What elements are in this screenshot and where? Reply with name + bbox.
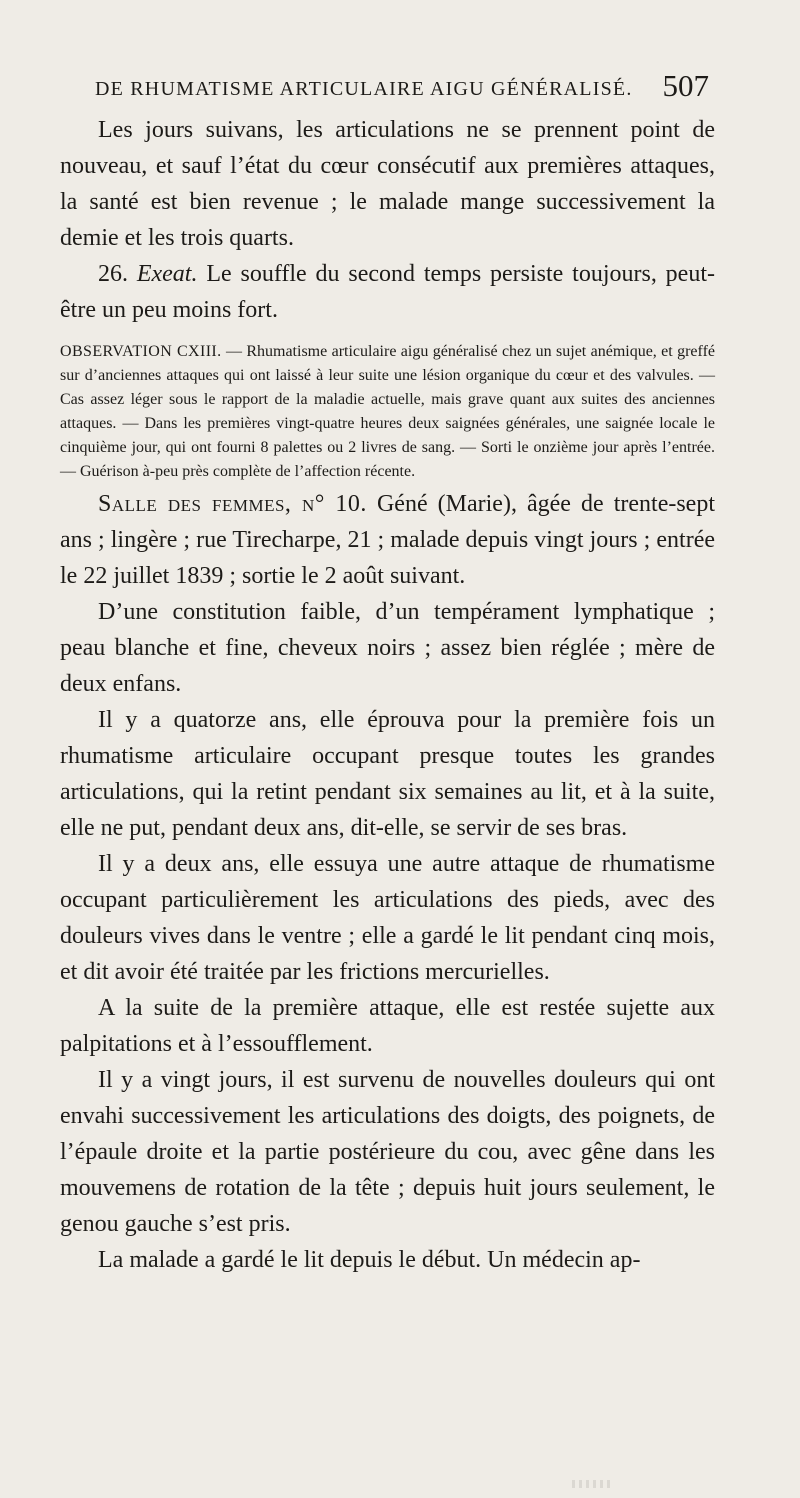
- running-header: [95, 70, 715, 110]
- ward-label: Salle des femmes, n° 10.: [98, 491, 367, 517]
- day-number: 26.: [98, 261, 128, 287]
- paragraph-text: A la suite de la première attaque, elle est restée sujette aux palpitations et à l’essoufflement.: [60, 995, 715, 1057]
- paragraph-text: Les jours suivans, les articulations ne se prennent point de nouveau, et sauf l’état du cœur consécutif aux premières attaques, la santé est bien revenue ; le malade mange successivement la demie et les trois quarts.: [60, 117, 715, 251]
- ink-smudge: [572, 1480, 612, 1488]
- paragraph-text: Il y a quatorze ans, elle éprouva pour la première fois un rhumatisme articulaire occupant presque toutes les grandes articulations, qui la retint pendant six semaines au lit, et à la suite, elle ne put, pendant deux ans, dit-elle, se servir de ses bras.: [60, 707, 715, 841]
- exeat-word: Exeat.: [136, 261, 198, 287]
- paragraph-continuation: [60, 112, 715, 256]
- patient-details: Géné (Marie), âgée de trente-sept ans ; lingère ; rue Tirecharpe, 21 ; malade depuis vingt jours ; entrée le 22 juillet 1839 ; sortie le 2 août suivant.: [60, 491, 716, 589]
- patient-intro: [60, 486, 715, 594]
- paragraph-exeat: [60, 256, 715, 328]
- running-title: DE RHUMATISME ARTICULAIRE AIGU GÉNÉRALISÉ.: [95, 78, 633, 100]
- paragraph-final: [60, 1242, 715, 1278]
- observation-label: OBSERVATION CXIII.: [60, 343, 222, 360]
- paragraph-text: Il y a deux ans, elle essuya une autre attaque de rhumatisme occupant particulièrement les articulations des pieds, avec des douleurs vives dans le ventre ; elle a gardé le lit pendant cinq mois, et dit avoir été traitée par les frictions mercurielles.: [60, 851, 715, 985]
- paragraph-text: La malade a gardé le lit depuis le début. Un médecin ap-: [98, 1247, 641, 1273]
- paragraph-text: Il y a vingt jours, il est survenu de nouvelles douleurs qui ont envahi successivement les articulations des doigts, des poignets, de l’épaule droite et la partie postérieure du cou, avec gêne dans les mouvemens de rotation de la tête ; depuis huit jours seulement, le genou gauche s’est pris.: [60, 1067, 715, 1237]
- observation-text: — Rhumatisme articulaire aigu généralisé chez un sujet anémique, et greffé sur d’anciennes attaques qui ont laissé à leur suite une lésion organique du cœur et des valvules. — Cas assez léger sous le rapport de la maladie actuelle, mais grave quant aux suites des anciennes attaques. — Dans les premières vingt-quatre heures deux saignées générales, une saignée locale le cinquième jour, qui ont fourni 8 palettes ou 2 livres de sang. — Sorti le onzième jour après l’entrée. — Guérison à-peu près complète de l’affection récente.: [60, 343, 716, 480]
- paragraph-constitution: [60, 594, 715, 702]
- page-body: [60, 112, 715, 1278]
- paragraph-palpitations: [60, 990, 715, 1062]
- page-number: 507: [662, 68, 709, 103]
- paragraph-history-first: [60, 702, 715, 846]
- paragraph-current-attack: [60, 1062, 715, 1242]
- paragraph-text: D’une constitution faible, d’un tempérament lymphatique ; peau blanche et fine, cheveux noirs ; assez bien réglée ; mère de deux enfans.: [60, 599, 715, 697]
- observation-summary: [60, 340, 715, 484]
- paragraph-text: Le souffle du second temps persiste toujours, peut-être un peu moins fort.: [60, 261, 715, 323]
- paragraph-history-second: [60, 846, 715, 990]
